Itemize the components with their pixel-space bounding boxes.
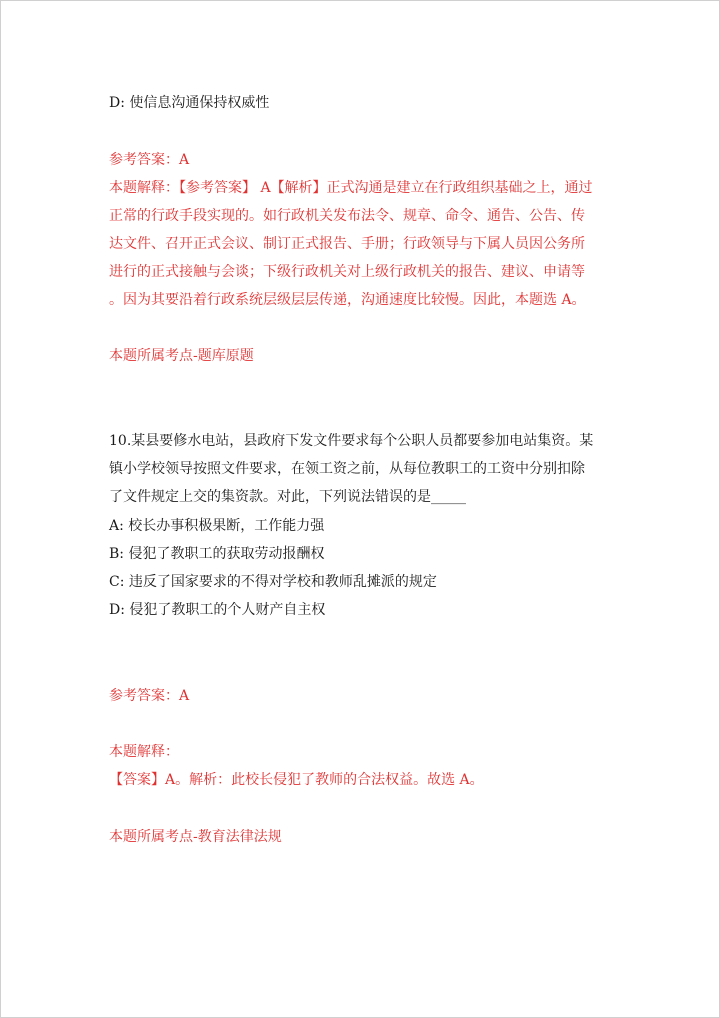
q10-explanation: 【答案】A。解析：此校长侵犯了教师的合法权益。故选 A。 bbox=[109, 772, 484, 788]
prev-explanation-line: 正常的行政手段实现的。如行政机关发布法令、规章、命令、通告、公告、传 bbox=[109, 208, 585, 224]
q10-option-a: A: 校长办事积极果断，工作能力强 bbox=[109, 518, 325, 534]
prev-explanation-line: 达文件、召开正式会议、制订正式报告、手册；行政领导与下属人员因公务所 bbox=[109, 236, 585, 252]
q10-topic: 本题所属考点-教育法律法规 bbox=[109, 829, 282, 845]
q10-stem-line: 镇小学校领导按照文件要求，在领工资之前，从每位教职工的工资中分别扣除 bbox=[109, 461, 585, 477]
prev-explanation-line: 进行的正式接触与会谈；下级行政机关对上级行政机关的报告、建议、申请等 bbox=[109, 264, 585, 280]
prev-option-d: D: 使信息沟通保持权威性 bbox=[109, 95, 270, 111]
q10-stem-line: 10.某县要修水电站，县政府下发文件要求每个公职人员都要参加电站集资。某 bbox=[109, 433, 594, 449]
q10-option-d: D: 侵犯了教职工的个人财产自主权 bbox=[109, 602, 326, 618]
prev-answer: 参考答案：A bbox=[109, 152, 190, 168]
q10-option-c: C: 违反了国家要求的不得对学校和教师乱摊派的规定 bbox=[109, 574, 437, 590]
prev-explanation-line: 本题解释：【参考答案】 A【解析】正式沟通是建立在行政组织基础之上，通过 bbox=[109, 180, 593, 196]
prev-explanation-line: 。因为其要沿着行政系统层级层层传递，沟通速度比较慢。因此，本题选 A。 bbox=[109, 292, 586, 308]
prev-topic: 本题所属考点-题库原题 bbox=[109, 348, 254, 364]
q10-explanation-label: 本题解释： bbox=[109, 744, 179, 760]
q10-option-b: B: 侵犯了教职工的获取劳动报酬权 bbox=[109, 546, 325, 562]
q10-answer: 参考答案：A bbox=[109, 688, 190, 704]
q10-stem-line: 了文件规定上交的集资款。对此，下列说法错误的是_____ bbox=[109, 489, 466, 505]
